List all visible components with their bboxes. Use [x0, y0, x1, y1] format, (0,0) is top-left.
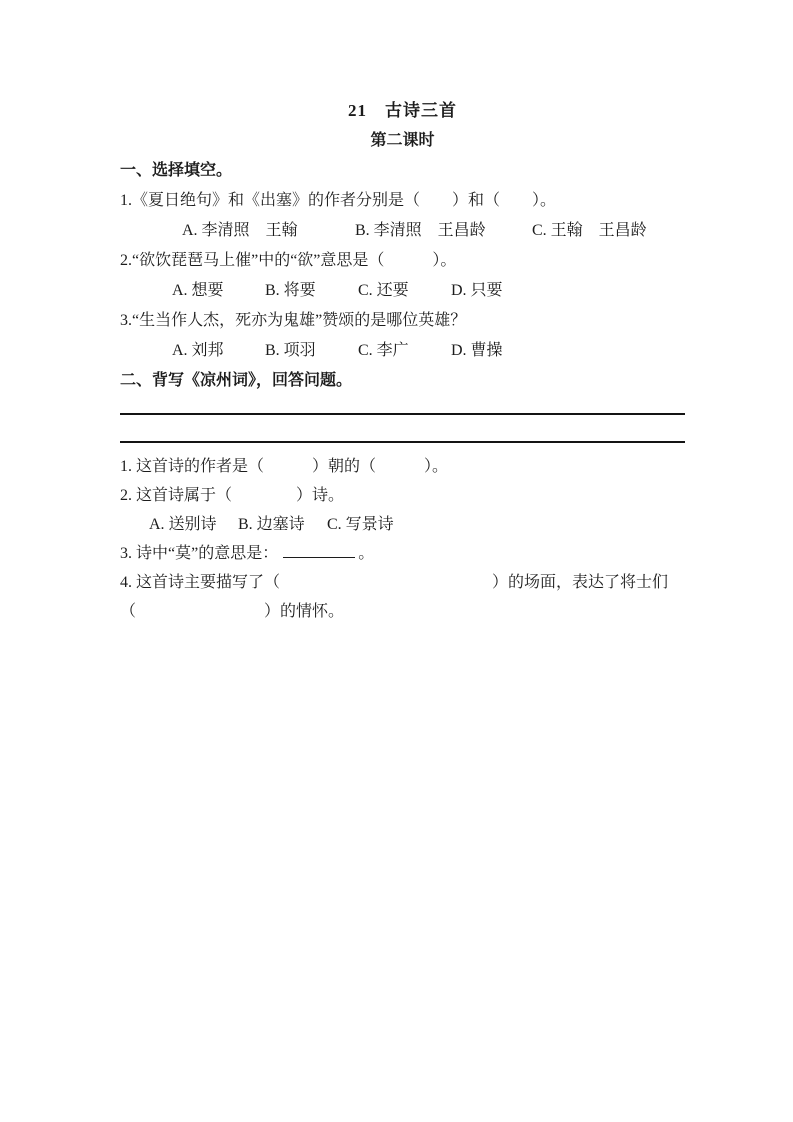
option-c: C. 王翰 王昌龄 [532, 222, 647, 239]
option-c: C. 写景诗 [327, 516, 394, 533]
answer-gap [280, 586, 492, 587]
question4-text-end: ）的情怀。 [264, 603, 345, 620]
spacer [120, 443, 685, 452]
question4-text-middle: ）的场面，表达了将士们 [492, 574, 669, 591]
section2-question4-line2 [120, 597, 685, 626]
question3-period: 。 [358, 545, 375, 562]
section2-question2-options [120, 510, 685, 539]
section1-question1: 1.《夏日绝句》和《出塞》的作者分别是（ ）和（ ）。 [120, 192, 557, 209]
option-a: A. 想要 [172, 282, 224, 299]
section1-heading: 一、选择填空。 [120, 162, 233, 179]
option-b: B. 边塞诗 [238, 516, 305, 533]
option-a: A. 送别诗 [149, 516, 217, 533]
section1-question3: 3.“生当作人杰，死亦为鬼雄”赞颂的是哪位英雄？ [120, 312, 467, 329]
option-c: C. 李广 [358, 342, 409, 359]
poem-writing-area [120, 396, 685, 452]
writing-line [120, 396, 685, 415]
option-b: B. 项羽 [265, 342, 316, 359]
question3-text: 3. 诗中“莫”的意思是： [120, 545, 279, 562]
section2-question3 [120, 539, 685, 568]
answer-gap [136, 615, 264, 616]
option-d: D. 只要 [451, 282, 503, 299]
lesson-title: 21 古诗三首 [348, 101, 457, 120]
section1-question2: 2.“欲饮琵琶马上催”中的“欲”意思是（ ）。 [120, 252, 457, 269]
section1-question3-options [120, 336, 685, 366]
section1-question2-options [120, 276, 685, 306]
option-b: B. 李清照 王昌龄 [355, 222, 486, 239]
section2-heading: 二、背写《凉州词》，回答问题。 [120, 372, 353, 389]
writing-line [120, 415, 685, 443]
section1-question1-options [120, 216, 685, 246]
question4-text-start: 4. 这首诗主要描写了（ [120, 574, 281, 591]
lesson-subtitle: 第二课时 [370, 132, 435, 149]
option-a: A. 刘邦 [172, 342, 224, 359]
option-c: C. 还要 [358, 282, 409, 299]
section2-question2: 2. 这首诗属于（ ）诗。 [120, 487, 345, 504]
section2-question4-line1 [120, 568, 685, 597]
section2-question1: 1. 这首诗的作者是（ ）朝的（ ）。 [120, 458, 449, 475]
question4-open-paren: （ [120, 603, 137, 620]
option-b: B. 将要 [265, 282, 316, 299]
answer-blank [283, 540, 355, 558]
option-d: D. 曹操 [451, 342, 503, 359]
option-a: A. 李清照 王翰 [182, 222, 298, 239]
